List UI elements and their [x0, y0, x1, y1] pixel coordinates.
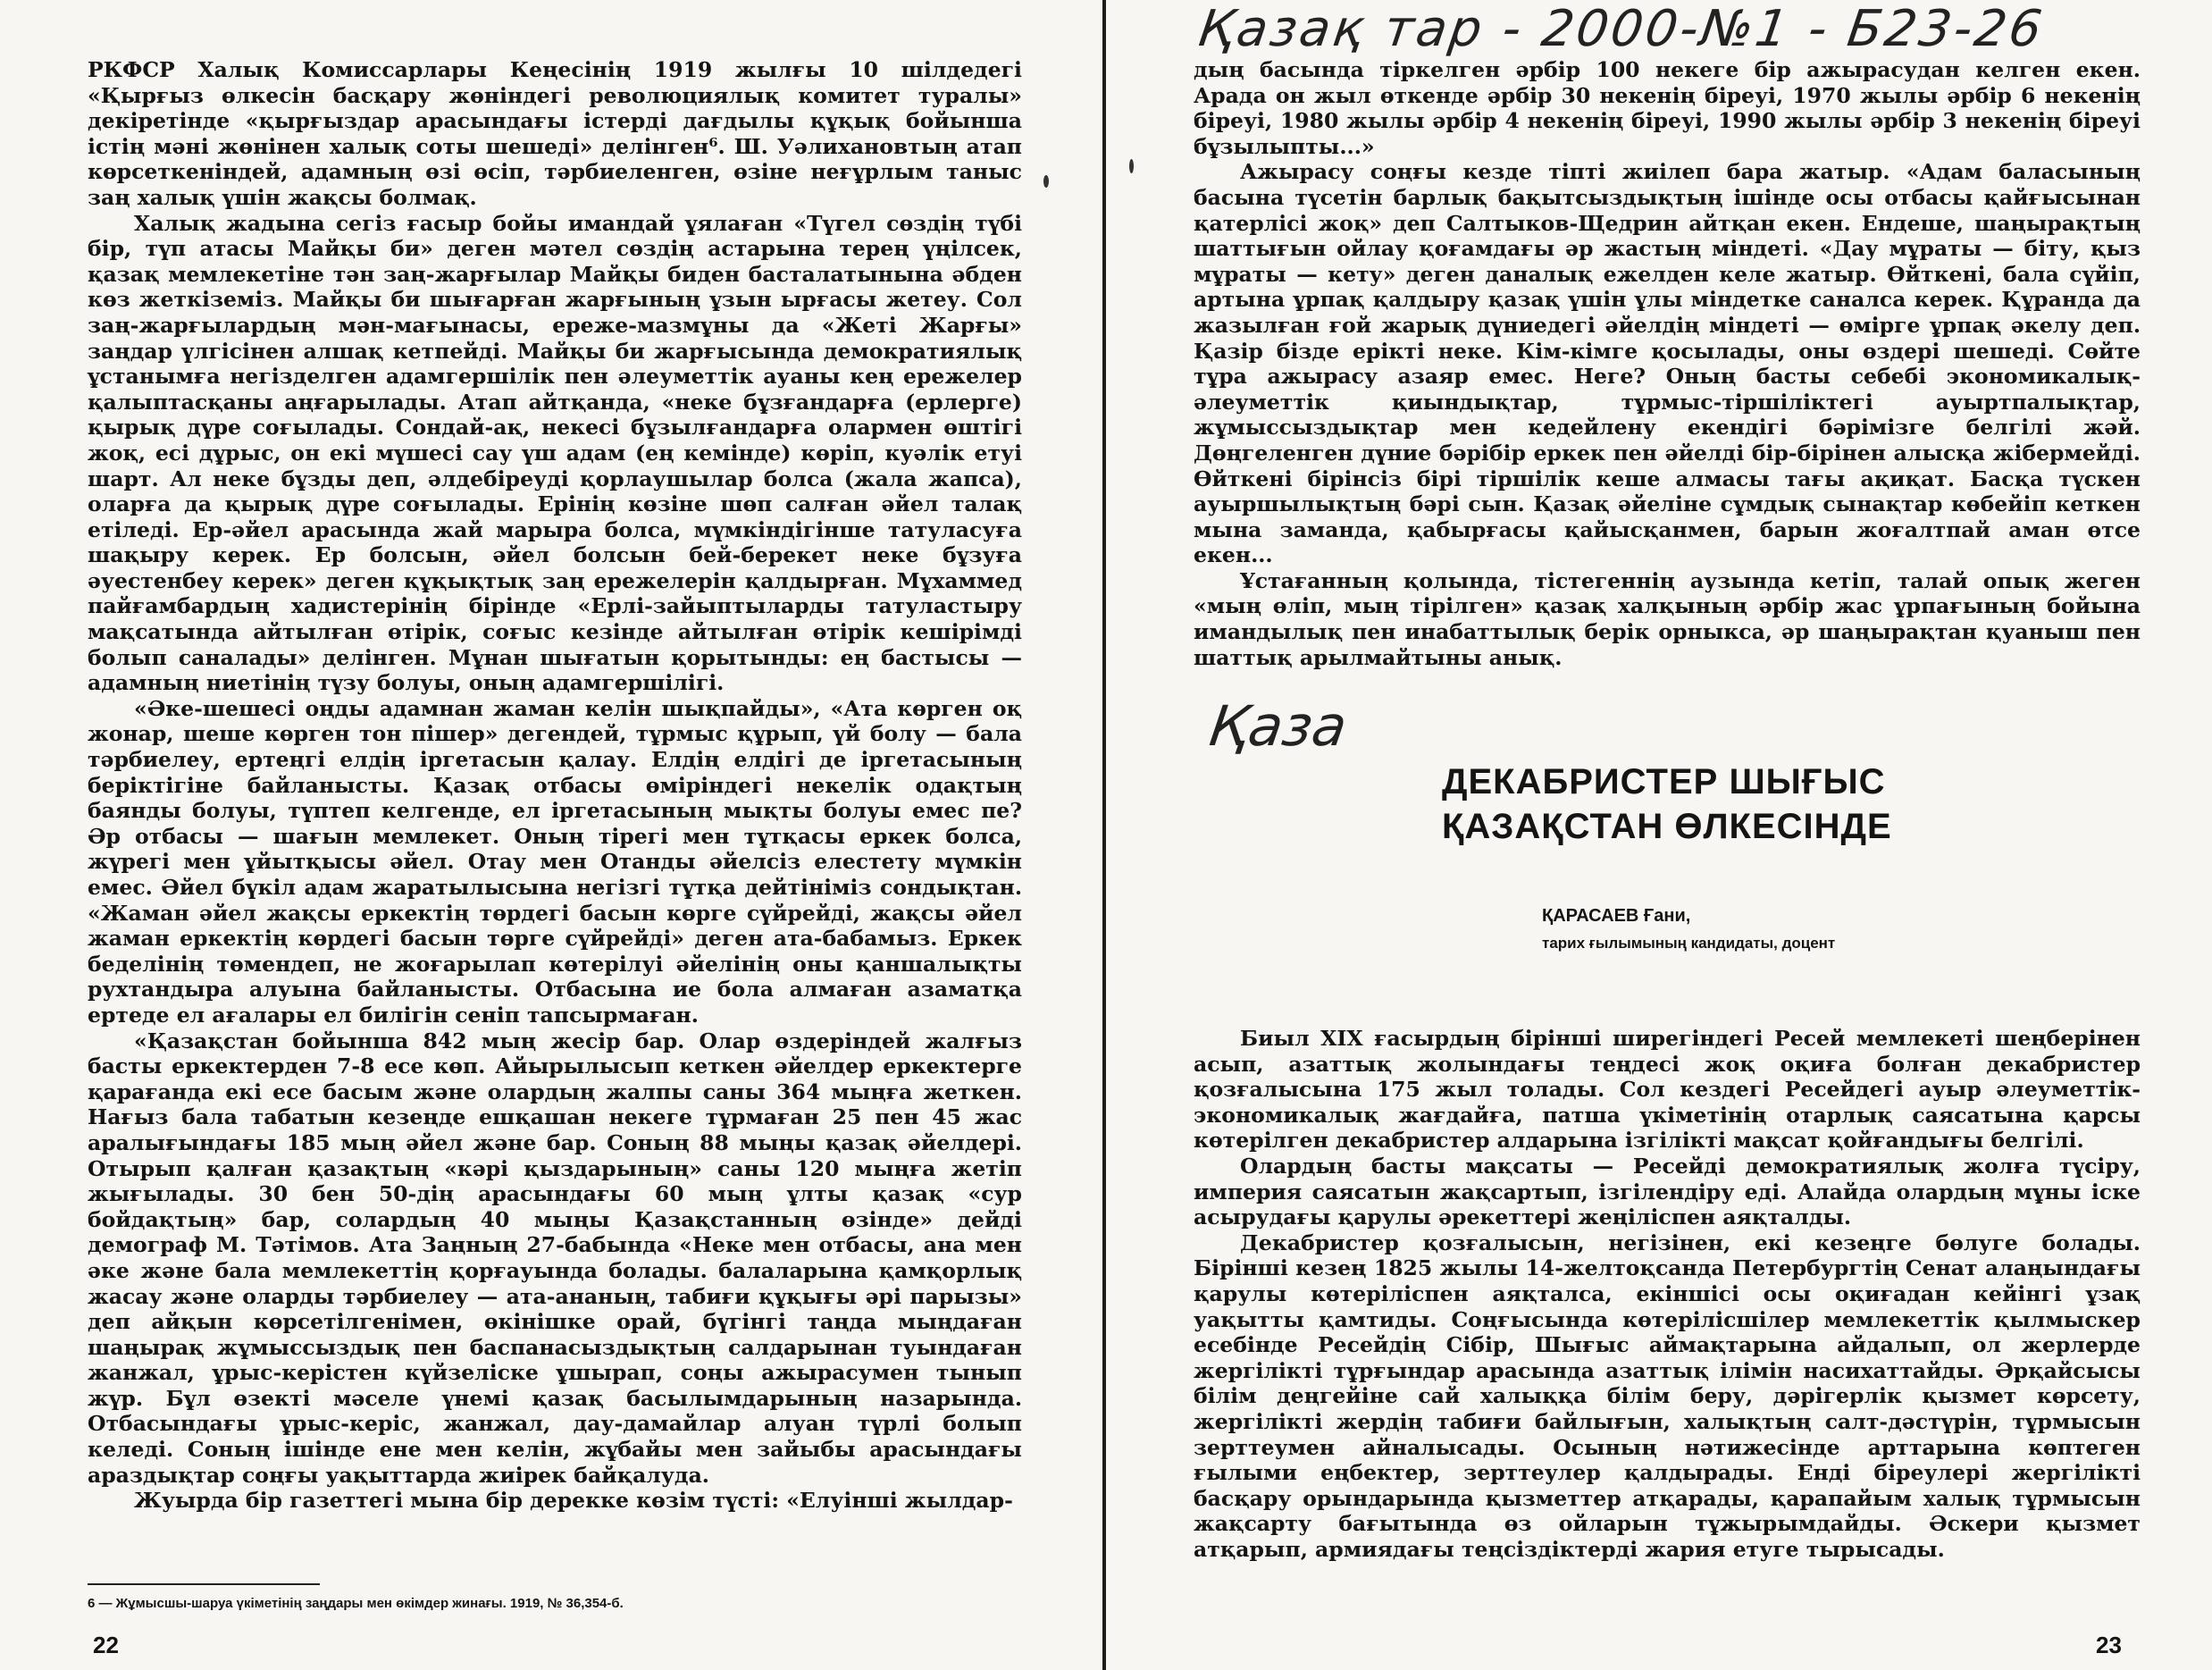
handwritten-note: Қаза	[1204, 693, 1352, 759]
footnote-divider	[88, 1583, 320, 1585]
page-number: 22	[93, 1632, 119, 1658]
paragraph: Олардың басты мақсаты — Ресейді демократиялық жолға түсіру, империя саясатын жақсартып, ізгілендіру еді. Алайда олардың мұны іске асырудағы қарулы әрекеттері жеңіліспен аяқталды.	[1194, 1153, 2141, 1230]
article-title-line: ДЕКАБРИСТЕР ШЫҒЫС	[1442, 762, 1886, 801]
scan-speck	[1129, 159, 1134, 173]
paragraph: Биыл XIX ғасырдың бірінші ширегіндегі Ресей мемлекеті шеңберінен асып, азаттық жолындағы теңдесі жоқ оқиға болған декабристер қозғалысына 175 жыл толады. Сол кездегі Ресейдегі ауыр әлеуметтік-экономикалық жағдайға, патша үкіметінің отарлық саясатына қарсы көтерілген декабристер алдарына ізгілікті мақсат қойғандығы белгілі.	[1194, 1026, 2141, 1154]
paragraph: Декабристер қозғалысын, негізінен, екі кезеңге бөлуге болады. Бірінші кезең 1825 жылы 14-желтоқсанда Петербургтің Сенат алаңындағы қарулы көтеріліспен аяқталса, екіншісі осы оқиғадан кейінгі ұзақ уақытты қамтиды. Соңғысында көтерілісшілер мемлекеттік қылмыскер есебінде Ресейдің Сібір, Шығыс аймақтарына айдалып, ол жерлерде жергілікті тұрғындар арасында азаттық ілімін насихаттайды. Әрқайсысы білім деңгейіне сай халыққа білім беру, дәрігерлік қызмет көрсету, жергілікті жердің табиғи байлығын, халықтың салт-дәстүрін, тұрмысын зерттеумен айналысады. Осының нәтижесінде арттарына көптеген ғылыми еңбектер, зерттеулер қалдырады. Енді біреулері жергілікті басқару орындарында қызметтер атқарады, қарапайым халық тұрмысын жақсарту бағытында өз ойларын тұжырымдайды. Әскери қызмет атқарып, армиядағы теңсіздіктерді жария етуге тырысады.	[1194, 1229, 2141, 1562]
paragraph: Ұстағанның қолында, тістегеннің аузында кетіп, талай опық жеген «мың өліп, мың тірілген» қазақ халқының әрбір жас ұрпағының бойына имандылық пен инабаттылық берік орныкса, әр шаңырақтан қуаныш пен шаттық арылмайтыны анық.	[1194, 567, 2141, 670]
paragraph: Ажырасу соңғы кезде тіпті жиілеп бара жатыр. «Адам баласының басына түсетін барлық бақытсыздықтың ішінде осы отбасы қайғысынан қатерлісі жоқ» деп Салтыков-Щедрин айтқан екен. Ендеше, шаңырақтың шаттығын ойлау қоғамдағы әр жастың міндеті. «Дау мұраты — біту, қыз мұраты — кету» деген даналық ежелден келе жатыр. Өйткені, бала сүйіп, артына ұрпақ қалдыру қазақ үшін ұлы міндетке саналса керек. Құранда да жазылған ғой жарық дүниедегі әйелдің міндеті — өмірге ұрпақ әкелу деп. Қазір бізде ерікті неке. Кім-кімге қосылады, оны өздері шешеді. Сөйте тұра ажырасу азаяр емес. Неге? Оның басты себебі экономикалық-әлеуметтік қиындықтар, тұрмыс-тіршіліктегі ауыртпалықтар, жұмыссыздықтар мен кедейлену екендігі бәрімізге белгілі жәй. Дөңгеленген дүние бәрібір еркек пен әйелді бір-бірінен алысқа жібермейді. Өйткені бірінсіз бірі тіршілік кеше алмасы тағы ақиқат. Басқа түскен ауыршылықтың бәрі сын. Қазақ әйеліне сұмдық сынақтар көбейіп кеткен мына заманда, қабырғасы қайысқанмен, барын жоғалтпай аман өтсе екен...	[1194, 159, 2141, 568]
paragraph: «Қазақстан бойынша 842 мың жесір бар. Олар өздеріндей жалғыз басты еркектерден 7-8 есе көп. Айырылысып кеткен әйелдер еркектерге қарағанда екі есе басым және олардың жалпы саны 364 мыңға жеткен. Нағыз бала табатын кезеңде ешқашан некеге тұрмаған 25 пен 45 жас аралығындағы 185 мың әйел және бар. Соның 88 мыңы қазақ әйелдері. Отырып қалған қазақтың «кәрі қыздарының» саны 120 мыңға жетіп жығылады. 30 бен 50-дің арасындағы 60 мың ұлты қазақ «сур бойдақтың» бар, солардың 40 мыңы Қазақстанның өзінде» дейді демограф М. Тәтімов. Ата Заңның 27-бабында «Неке мен отбасы, ана мен әке және бала мемлекеттің қорғауында болады. балаларына қамқорлық жасау және оларды тәрбиелеу — ата-ананың, табиғи құқығы әрі парызы» деп айқын көрсетілгенімен, өкінішке орай, бүгінгі таңда мыңдаған шаңырақ жұмыссыздық пен баспанасыздықтың салдарынан туындаған жанжал, ұрыс-керістен күйзеліске ұшырап, соңы ажырасумен тынып жүр. Бұл өзекті мәселе үнемі қазақ басылымдарының назарында. Отбасындағы ұрыс-керіс, жанжал, дау-дамайлар алуан түрлі болып келеді. Соның ішінде ене мен келін, жұбайы мен зайыбы арасындағы араздықтар соңғы уақыттарда жиірек байқалуда.	[88, 1028, 1022, 1488]
footnote: 6 — Жұмысшы-шаруа үкіметінің заңдары мен өкімдер жинағы. 1919, № 36,354-б.	[88, 1596, 624, 1611]
scan-speck	[1043, 175, 1049, 188]
right-page	[1106, 0, 2212, 1670]
paragraph: РКФСР Халық Комиссарлары Кеңесінің 1919 жылғы 10 шілдедегі «Қырғыз өлкесін басқару жөніндегі революциялық комитет туралы» декіретінде «қырғыздар арасындағы істерді дағдылы құқық бойынша істің мәні жөнінен халық соты шешеді» делінген⁶. Ш. Уәлихановтың атап көрсеткеніндей, адамның өзі өсіп, тәрбиеленген, өзіне неғұрлым таныс заң халық үшін жақсы болмақ.	[88, 57, 1022, 210]
author-credentials: тарих ғылымының кандидаты, доцент	[1542, 935, 1836, 952]
left-page-text	[88, 57, 1022, 1514]
page-number: 23	[2096, 1632, 2122, 1658]
paragraph: «Әке-шешесі оңды адамнан жаман келін шықпайды», «Ата көрген оқ жонар, шеше көрген тон пішер» дегендей, тұрмыс құрып, үй болу — бала тәрбиелеу, ертеңгі елдің іргетасын қалау. Елдің елдігі де іргетасының беріктігіне байланысты. Қазақ отбасы өміріндегі некелік одақтың баянды болуы, түптеп келгенде, ел іргетасының мықты болуы емес пе? Әр отбасы — шағын мемлекет. Оның тірегі мен тұтқасы еркек болса, жүрегі мен ұйытқысы әйел. Отау мен Отанды әйелсіз елестету мүмкін емес. Әйел бүкіл адам жаратылысына негізгі тұтқа дейтініміз сондықтан. «Жаман әйел жақсы еркектің төрдегі басын көрге сүйрейді, жақсы әйел жаман еркектің көрдегі басын төрге сүйрейді» деген ата-бабамыз. Еркек беделінің төмендеп, не жоғарылап көтерілуі әйелінің оны қаншалықты рухтандыра алуына байланысты. Отбасына ие бола алмаған азаматқа ертеде ел ағалары ел билігін сеніп тапсырмаған.	[88, 695, 1022, 1028]
paragraph: Халық жадына сегіз ғасыр бойы имандай ұялаған «Түгел сөздің түбі бір, түп атасы Майқы би» деген мәтел сөздің астарына терең үңілсек, қазақ мемлекетіне тән заң-жарғылар Майқы биден басталатынына әбден көз жеткіземіз. Майқы би шығарған жарғының ұзын ырғасы жетеу. Сол заң-жарғылардың мән-мағынасы, ереже-мазмұны да «Жеті Жарғы» заңдар үлгісінен алшақ кетпейді. Майқы би жарғысында демократиялық ұстанымға негізделген адамгершілік пен әлеуметтік ауаны кең ережелер қалыптасқаны аңғарылады. Атап айтқанда, «неке бұзғандарға (ерлерге) қырық дүре соғылады. Сондай-ақ, некесі бұзылғандарға олармен өштігі жоқ, есі дұрыс, он екі мүшесі сау үш адам (ең кемінде) көріп, куәлік етуі шарт. Ал неке бұзды деп, әлдебіреуді қорлаушылар болса (жала жапса), оларға да қырық дүре соғылады. Ерінің көзіне шөп салған әйел талақ етіледі. Ер-әйел арасында жай марыра болса, мүмкіндігінше татуласуға шақыру керек. Ер болсын, әйел болсын бей-берекет неке бұзуға әуестенбеу керек» деген құқықтық заң ережелерін қалдырған. Мұхаммед пайғамбардың хадистерінің бірінде «Ерлі-зайыптыларды татуластыру мақсатында айтылған өтірік, соғыс кезінде айтылған өтірік кешірімді болып саналады» делінген. Мұнан шығатын қорытынды: ең бастысы — адамның ниетінің түзу болуы, оның адамгершілігі.	[88, 210, 1022, 696]
handwritten-citation: Қазақ тар - 2000-№1 - Б23-26	[1194, 0, 2049, 58]
article-title	[1442, 759, 2085, 849]
paragraph: дың басында тіркелген әрбір 100 некеге бір ажырасудан келген екен. Арада он жыл өткенде әрбір 30 некенің біреуі, 1970 жылы әрбір 6 некенің біреуі, 1980 жылы әрбір 4 некенің біреуі, 1990 жылы әрбір 3 некенің біреуі бұзылыпты...»	[1194, 57, 2141, 159]
article-author: ҚАРАСАЕВ Ғани,	[1542, 906, 1691, 926]
article-title-line: ҚАЗАҚСТАН ӨЛКЕСІНДЕ	[1442, 807, 1892, 846]
right-page-text	[1194, 57, 2141, 670]
paragraph: Жуырда бір газеттегі мына бір дерекке көзім түсті: «Елуінші жылдар-	[134, 1488, 1013, 1514]
article-body	[1194, 1026, 2141, 1562]
